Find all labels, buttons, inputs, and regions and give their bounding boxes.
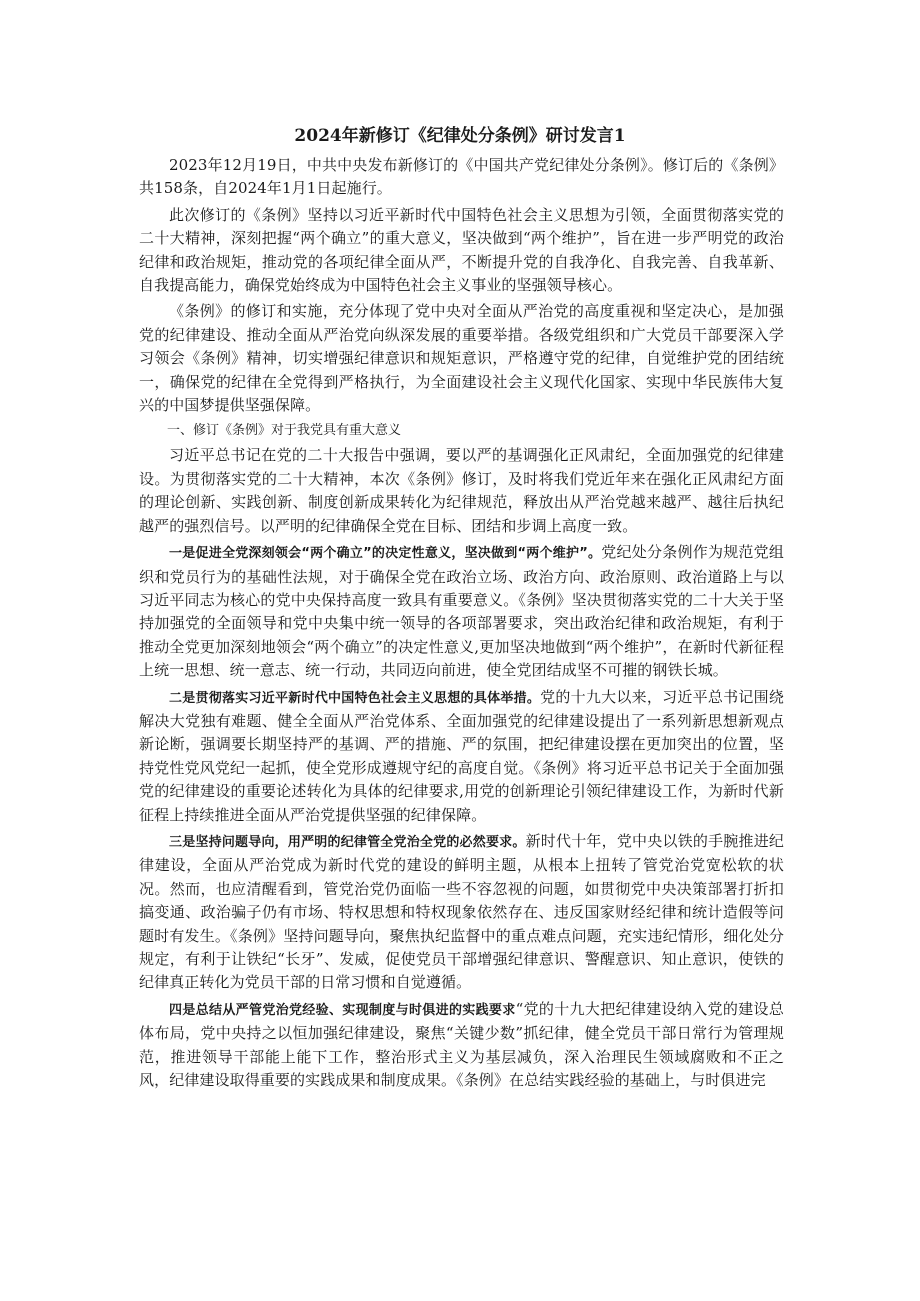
point-lead-2: 二是贯彻落实习近平新时代中国特色社会主义思想的具体举措。 (169, 690, 541, 706)
point-paragraph-2 (139, 686, 784, 827)
point-text-1: 党纪处分条例作为规范党组织和党员行为的基础性法规，对于确保全党在政治立场、政治方向、政治原则、政治道路上与以习近平同志为核心的党中央保持高度一致具有重要意义。《条例》坚决贯彻落实党的二十大关于坚持加强党的全面领导和党中央集中统一领导的各项部署要求，突出政治纪律和政治规矩，有利于推动全党更加深刻地领会“两个确立”的决定性意义,更加坚决地做到“两个维护”，在新时代新征程上统一思想、统一意志、统一行动，共同迈向前进，使全党团结成坚不可摧的钢铁长城。 (139, 543, 785, 680)
point-paragraph-3 (139, 830, 784, 995)
point-lead-3: 三是坚持问题导向，用严明的纪律管全党治全党的必然要求。 (169, 834, 526, 850)
point-lead-4: 四是总结从严管党治党经验、实现制度与时俱进的实践要求 (169, 1002, 516, 1018)
document-title: 2024年新修订《纪律处分条例》研讨发言1 (294, 126, 626, 146)
intro-paragraph-1: 2023年12月19日，中共中央发布新修订的《中国共产党纪律处分条例》。修订后的《条例》共158条，自2024年1月1日起施行。 (139, 156, 784, 198)
intro-paragraph-3: 《条例》的修订和实施，充分体现了党中央对全面从严治党的高度重视和坚定决心，是加强党的纪律建设、推动全面从严治党向纵深发展的重要举措。各级党组织和广大党员干部要深入学习领会《条例》精神，切实增强纪律意识和规矩意识，严格遵守党的纪律，自觉维护党的团结统一，确保党的纪律在全党得到严格执行，为全面建设社会主义现代化国家、实现中华民族伟大复兴的中国梦提供坚强保障。 (139, 302, 784, 415)
point-text-3: 新时代十年，党中央以铁的手腕推进纪律建设，全面从严治党成为新时代党的建设的鲜明主题，从根本上扭转了管党治党宽松软的状况。然而，也应清醒看到，管党治党仍面临一些不容忽视的问题，如贯彻党中央决策部署打折扣搞变通、政治骗子仍有市场、特权思想和特权现象依然存在、违反国家财经纪律和统计造假等问题时有发生。《条例》坚持问题导向，聚焦执纪监督中的重点难点问题，充实违纪情形，细化处分规定，有利于让铁纪“长牙”、发威，促使党员干部增强纪律意识、警醒意识、知止意识，使铁的纪律真正转化为党员干部的日常习惯和自觉遵循。 (139, 831, 785, 992)
section-heading: 一、修订《条例》对于我党具有重大意义 (167, 423, 402, 439)
document-body (139, 154, 784, 1095)
point-text-2: 党的十九大以来，习近平总书记围绕解决大党独有难题、健全全面从严治党体系、全面加强党的纪律建设提出了一系列新思想新观点新论断，强调要长期坚持严的基调、严的措施、严的氛围，把纪律建设摆在更加突出的位置，坚持党性党风党纪一起抓，使全党形成遵规守纪的高度自觉。《条例》将习近平总书记关于全面加强党的纪律建设的重要论述转化为具体的纪律要求,用党的创新理论引领纪律建设工作，为新时代新征程上持续推进全面从严治党提供坚强的纪律保障。 (139, 687, 784, 824)
section-intro-paragraph: 习近平总书记在党的二十大报告中强调，要以严的基调强化正风肃纪，全面加强党的纪律建设。为贯彻落实党的二十大精神，本次《条例》修订，及时将我们党近年来在强化正风肃纪方面的理论创新、实践创新、制度创新成果转化为纪律规范，释放出从严治党越来越严、越往后执纪越严的强烈信号。以严明的纪律确保全党在目标、团结和步调上高度一致。 (139, 446, 784, 535)
point-paragraph-4 (139, 998, 784, 1093)
point-text-4: “党的十九大把纪律建设纳入党的建设总体布局，党中央持之以恒加强纪律建设，聚焦“关键少数”抓纪律，健全党员干部日常行为管理规范，推进领导干部能上能下工作，整治形式主义为基层减负，深入治理民生领域腐败和不正之风，纪律建设取得重要的实践成果和制度成果。《条例》在总结实践经验的基础上，与时俱进完 (139, 999, 784, 1090)
point-lead-1: 一是促进全党深刻领会“两个确立”的决定性意义，坚决做到“两个维护”。 (169, 546, 602, 562)
point-paragraph-1 (139, 541, 784, 682)
intro-paragraph-2: 此次修订的《条例》坚持以习近平新时代中国特色社会主义思想为引领，全面贯彻落实党的二十大精神，深刻把握“两个确立”的重大意义，坚决做到“两个维护”，旨在进一步严明党的政治纪律和政治规矩，推动党的各项纪律全面从严，不断提升党的自我净化、自我完善、自我革新、自我提高能力，确保党始终成为中国特色社会主义事业的坚强领导核心。 (139, 205, 784, 295)
